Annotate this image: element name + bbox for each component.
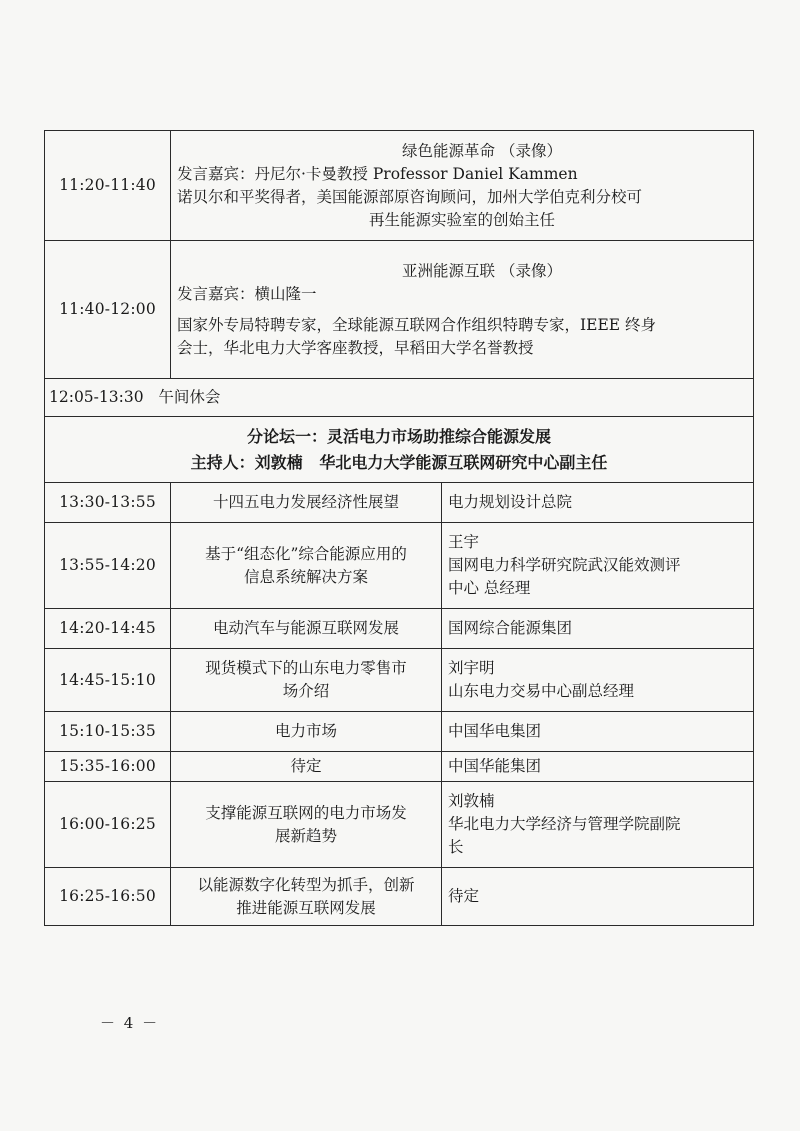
talk-speaker <box>442 868 754 926</box>
talk-speaker-line: 中国华能集团 <box>448 757 542 775</box>
keynote-row <box>45 241 754 379</box>
talk-speaker <box>442 712 754 752</box>
keynote-title: 绿色能源革命 （录像） <box>402 141 562 160</box>
page-number: － 4 － <box>100 1014 160 1032</box>
talk-topic <box>171 523 442 609</box>
talk-topic-line: 基于“组态化”综合能源应用的 <box>205 544 407 563</box>
keynote-time: 11:40-12:00 <box>45 241 171 379</box>
talk-speaker-line: 王宇 <box>448 533 480 551</box>
talk-topic-line: 展新趋势 <box>274 826 337 845</box>
talk-row <box>45 609 754 649</box>
talk-topic-line: 以能源数字化转型为抓手，创新 <box>197 875 415 894</box>
keynote-time: 11:20-11:40 <box>45 131 171 241</box>
talk-time: 13:30-13:55 <box>45 483 171 523</box>
session-header <box>45 417 754 483</box>
keynote-bio: 国家外专局特聘专家，全球能源互联网合作组织特聘专家，IEEE 终身 <box>177 315 656 334</box>
talk-row <box>45 483 754 523</box>
talk-speaker-line: 山东电力交易中心副总经理 <box>448 682 635 700</box>
talk-speaker-line: 中国华电集团 <box>448 722 542 740</box>
talk-topic-line: 电力市场 <box>274 722 337 740</box>
talk-time: 16:00-16:25 <box>45 782 171 868</box>
keynote-details <box>171 241 754 379</box>
talk-speaker <box>442 782 754 868</box>
talk-time: 16:25-16:50 <box>45 868 171 926</box>
talk-topic <box>171 712 442 752</box>
talk-speaker <box>442 752 754 782</box>
keynote-speaker: 发言嘉宾：丹尼尔·卡曼教授 Professor Daniel Kammen <box>177 164 578 183</box>
talk-row <box>45 782 754 868</box>
talk-row <box>45 649 754 712</box>
keynote-speaker: 发言嘉宾：横山隆一 <box>177 284 317 303</box>
talk-topic-line: 推进能源互联网发展 <box>236 898 376 917</box>
talk-speaker-line: 刘宇明 <box>448 659 495 677</box>
talk-row <box>45 523 754 609</box>
lunch-row <box>45 379 754 417</box>
talk-topic <box>171 649 442 712</box>
keynote-details <box>171 131 754 241</box>
talk-speaker-line: 华北电力大学经济与管理学院副院 <box>448 815 681 833</box>
session-header-row <box>45 417 754 483</box>
talk-speaker-line: 中心 总经理 <box>448 579 531 597</box>
talk-topic-line: 电动汽车与能源互联网发展 <box>212 619 399 637</box>
talk-row <box>45 752 754 782</box>
talk-topic-line: 支撑能源互联网的电力市场发 <box>205 803 407 822</box>
keynote-bio: 诺贝尔和平奖得者，美国能源部原咨询顾问，加州大学伯克利分校可 <box>177 187 643 206</box>
talk-topic-line: 现货模式下的山东电力零售市 <box>205 659 407 677</box>
talk-topic <box>171 782 442 868</box>
talk-speaker-line: 国网综合能源集团 <box>448 619 573 637</box>
talk-speaker-line: 电力规划设计总院 <box>448 493 573 511</box>
talk-speaker <box>442 483 754 523</box>
talk-speaker-line: 国网电力科学研究院武汉能效测评 <box>448 556 681 574</box>
talk-speaker-line: 长 <box>448 838 464 856</box>
talk-topic-line: 场介绍 <box>282 682 330 700</box>
session-title: 分论坛一：灵活电力市场助推综合能源发展 <box>247 426 552 446</box>
keynote-bio: 会士，华北电力大学客座教授，早稻田大学名誉教授 <box>177 338 534 357</box>
talk-topic-line: 待定 <box>290 757 322 775</box>
session-host: 主持人：刘敦楠 华北电力大学能源互联网研究中心副主任 <box>190 452 608 472</box>
talk-speaker-line: 刘敦楠 <box>448 792 495 810</box>
talk-topic-line: 十四五电力发展经济性展望 <box>212 493 399 511</box>
talk-speaker <box>442 649 754 712</box>
lunch-break: 12:05-13:30 午间休会 <box>45 379 754 417</box>
talk-row <box>45 868 754 926</box>
talk-topic <box>171 609 442 649</box>
talk-topic <box>171 483 442 523</box>
talk-time: 14:20-14:45 <box>45 609 171 649</box>
schedule-table <box>44 130 754 926</box>
talk-time: 15:10-15:35 <box>45 712 171 752</box>
talk-topic-line: 信息系统解决方案 <box>243 567 368 586</box>
talk-time: 14:45-15:10 <box>45 649 171 712</box>
keynote-row <box>45 131 754 241</box>
talk-topic <box>171 752 442 782</box>
keynote-title: 亚洲能源互联 （录像） <box>402 261 562 280</box>
keynote-bio: 再生能源实验室的创始主任 <box>369 210 556 229</box>
talk-time: 15:35-16:00 <box>45 752 171 782</box>
talk-speaker-line: 待定 <box>448 887 480 905</box>
talk-speaker <box>442 523 754 609</box>
talk-speaker <box>442 609 754 649</box>
talk-time: 13:55-14:20 <box>45 523 171 609</box>
talk-row <box>45 712 754 752</box>
talk-topic <box>171 868 442 926</box>
